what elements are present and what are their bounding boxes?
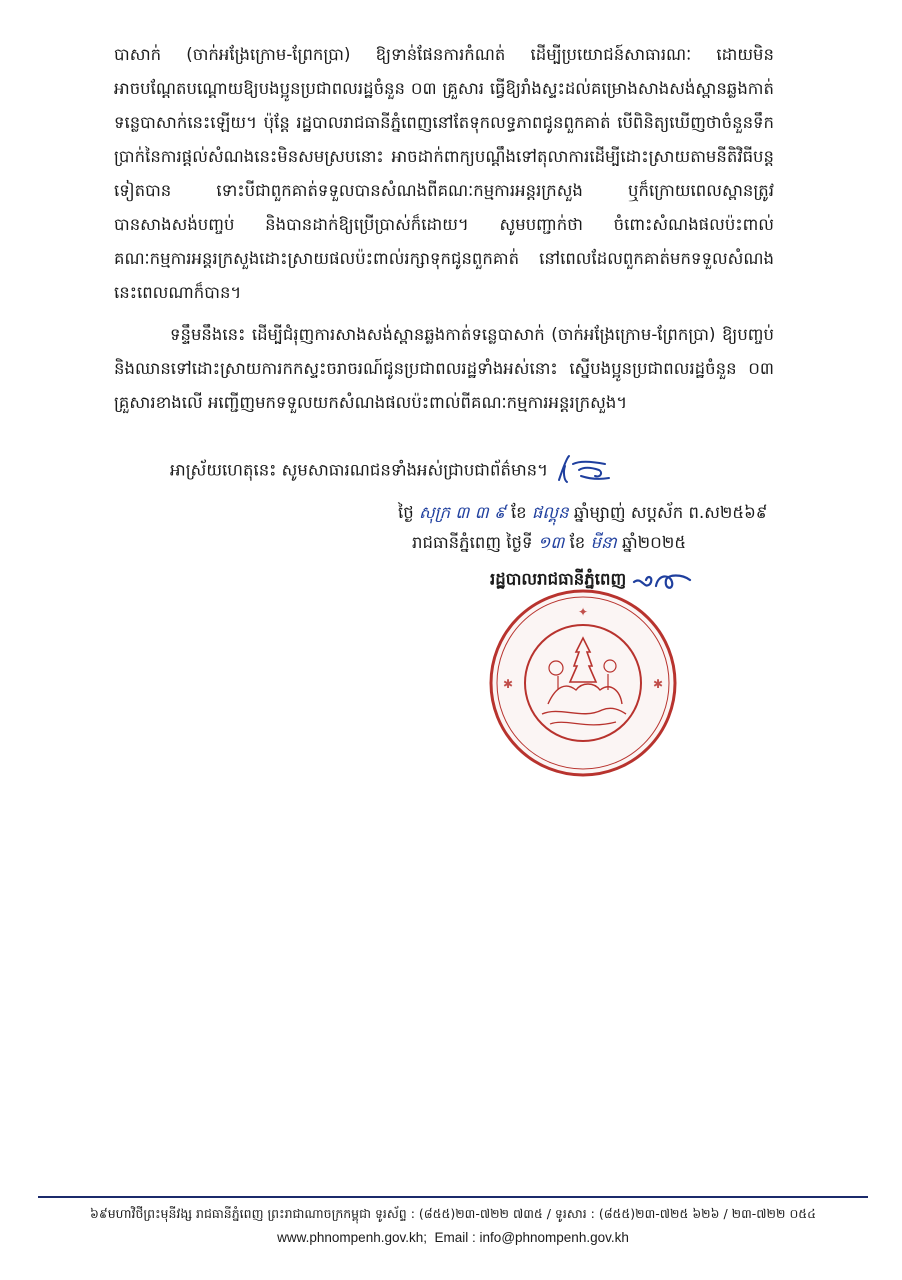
lunar-date-handwritten-month: ផល្គុន (531, 503, 569, 522)
solar-date-suffix: ឆ្នាំ២០២៥ (621, 533, 687, 552)
solar-date-handwritten-day: ១៣ (537, 533, 565, 552)
official-seal-icon (486, 586, 680, 780)
svg-text:✦: ✦ (577, 605, 589, 619)
paragraph-2: ទន្ទឹមនឹងនេះ ដើម្បីជំរុញការសាងសង់ស្ពានឆ្លងកាត់ទន្លេបាសាក់ (ចាក់អង្រែក្រោម-ព្រែកប្រា) ឱ្យបញ្ចប់ និងឈានទៅដោះស្រាយការកកស្ទះចរាចរណ៍ជូនប្រជាពលរដ្ឋទាំងអស់នោះ ស្នើបងប្អូនប្រជាពលរដ្ឋចំនួន ០៣ គ្រួសារខាងលើ អញ្ជើញមកទទួលយកសំណងផលប៉ះពាល់ពីគណៈកម្មការអន្តរក្រសួង។ (114, 325, 774, 412)
solar-date-handwritten-month: មីនា (590, 533, 617, 552)
document-body (114, 38, 774, 420)
svg-text:✱: ✱ (502, 677, 514, 691)
svg-text:✱: ✱ (652, 677, 664, 691)
lunar-date (398, 503, 767, 527)
solar-date-prefix: រាជធានីភ្នំពេញ ថ្ងៃទី (412, 533, 533, 552)
paragraph-1: បាសាក់ (ចាក់អង្រែក្រោម-ព្រែកប្រា) ឱ្យទាន់ផែនការកំណត់ ដើម្បីប្រយោជន៍សាធារណៈ ដោយមិនអាចបណ្តែតបណ្តោយឱ្យបងប្អូនប្រជាពលរដ្ឋចំនួន ០៣ គ្រួសារ ធ្វើឱ្យរាំងស្ទះដល់គម្រោងសាងសង់ស្ពានឆ្លងកាត់ទន្លេបាសាក់នេះឡើយ។ ប៉ុន្តែ រដ្ឋបាលរាជធានីភ្នំពេញនៅតែទុកលទ្ធភាពជូនពួកគាត់ បើពិនិត្យឃើញថាចំនួនទឹកប្រាក់នៃការផ្តល់សំណងនេះមិនសមស្របនោះ អាចដាក់ពាក្យបណ្តឹងទៅតុលាការដើម្បីដោះស្រាយតាមនីតិវិធីបន្តទៀតបាន ទោះបីជាពួកគាត់ទទួលបានសំណងពីគណៈកម្មការអន្តរក្រសួង ឬក៏ក្រោយពេលស្ពានត្រូវបានសាងសង់បញ្ចប់ និងបានដាក់ឱ្យប្រើប្រាស់ក៏ដោយ។ សូមបញ្ជាក់ថា ចំពោះសំណងផលប៉ះពាល់ គណៈកម្មការអន្តរក្រសួងដោះស្រាយផលប៉ះពាល់រក្សាទុកជូនពួកគាត់ នៅពេលដែលពួកគាត់មកទទួលសំណងនេះពេលណាក៏បាន។ (114, 45, 774, 302)
closing-text: អាស្រ័យហេតុនេះ សូមសាធារណជនទាំងអស់ជ្រាបជាព័ត៌មាន។ (170, 460, 549, 480)
initials-signature-icon (555, 454, 615, 488)
footer-address: ៦៩មហាវិថីព្រះមុនីវង្ស រាជធានីភ្នំពេញ ព្រះរាជាណាចក្រកម្ពុជា ទូរស័ព្ទ : (៨៥៥)២៣-៧២២ ៧៣៥ / ទូរសារ : (៨៥៥)២៣-៧២៥ ៦២៦ / ២៣-៧២២ ០៥៤ (90, 1206, 816, 1221)
lunar-date-suffix: ឆ្នាំម្សាញ់ សប្តស័ក ព.ស២៥៦៩ (573, 503, 768, 522)
footer-contact: www.phnompenh.gov.kh; Email : info@phnompenh.gov.kh (277, 1230, 629, 1245)
footer-divider (38, 1196, 868, 1198)
footer-website-link[interactable]: www.phnompenh.gov.kh (277, 1230, 424, 1245)
footer-email-link[interactable]: info@phnompenh.gov.kh (479, 1230, 629, 1245)
solar-date-month-label: ខែ (569, 533, 586, 552)
closing-line (170, 454, 615, 488)
footer-email-label: Email : (434, 1230, 476, 1245)
lunar-date-handwritten-day: សុក្រ ៣ ៣ ៩ (418, 503, 506, 522)
signatory-name: រដ្ឋបាលរាជធានីភ្នំពេញ (490, 569, 627, 589)
solar-date (412, 533, 686, 557)
lunar-date-month-label: ខែ (510, 503, 527, 522)
lunar-date-prefix: ថ្ងៃ (398, 503, 414, 522)
